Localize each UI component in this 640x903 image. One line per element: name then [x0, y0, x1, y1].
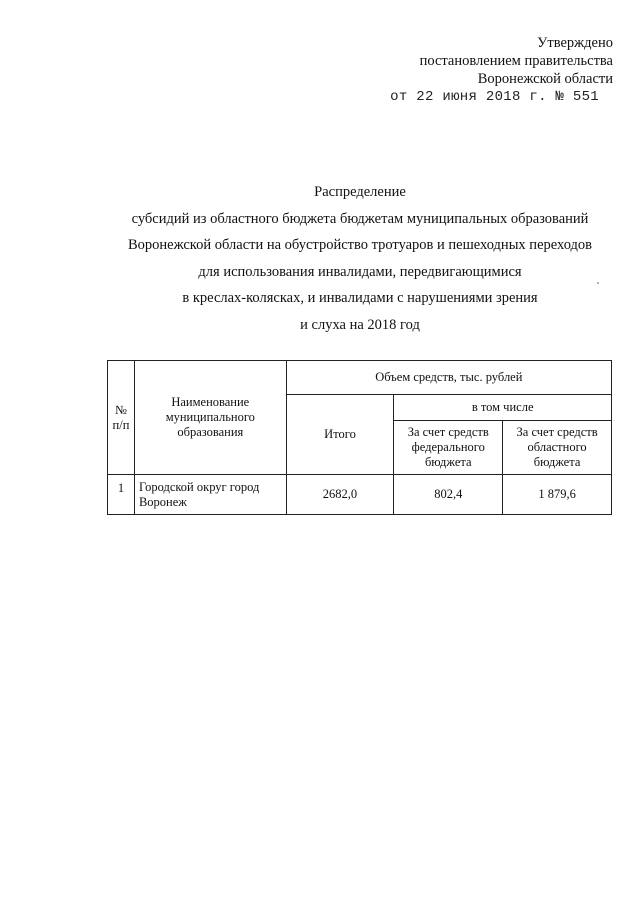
header-regional: За счет средств областного бюджета: [503, 421, 612, 475]
cell-number: 1: [108, 475, 135, 515]
title-line: в креслах-колясках, и инвалидами с нарушениями зрения: [182, 290, 538, 306]
scan-speck: [597, 282, 599, 284]
cell-regional: 1 879,6: [503, 475, 612, 515]
table-row: [108, 475, 612, 515]
cell-name: Городской округ город Воронеж: [134, 475, 286, 515]
header-including: в том числе: [394, 395, 612, 421]
title-line: субсидий из областного бюджета бюджетам муниципальных образований: [131, 210, 589, 227]
approval-line-region: Воронежской области: [477, 71, 613, 87]
header-federal: За счет средств федерального бюджета: [394, 421, 503, 475]
header-volume: Объем средств, тыс. рублей: [286, 361, 611, 395]
title-line: для использования инвалидами, передвигающимися: [198, 263, 522, 280]
approval-line-approved: Утверждено: [537, 35, 613, 51]
cell-federal: 802,4: [394, 475, 503, 515]
distribution-table: [107, 360, 612, 515]
approval-stamp: [390, 34, 613, 106]
header-total: Итого: [286, 395, 394, 475]
cell-total: 2682,0: [286, 475, 394, 515]
document-title: [100, 179, 620, 338]
title-line: и слуха на 2018 год: [300, 316, 420, 333]
header-name: Наименование муниципального образования: [134, 361, 286, 475]
approval-date: от 22 июня 2018 г. № 551: [390, 89, 599, 105]
title-line: Воронежской области на обустройство тротуаров и пешеходных переходов: [128, 237, 592, 253]
header-number: № п/п: [108, 361, 135, 475]
title-line: Распределение: [314, 184, 406, 200]
approval-line-resolution: постановлением правительства: [419, 53, 613, 69]
